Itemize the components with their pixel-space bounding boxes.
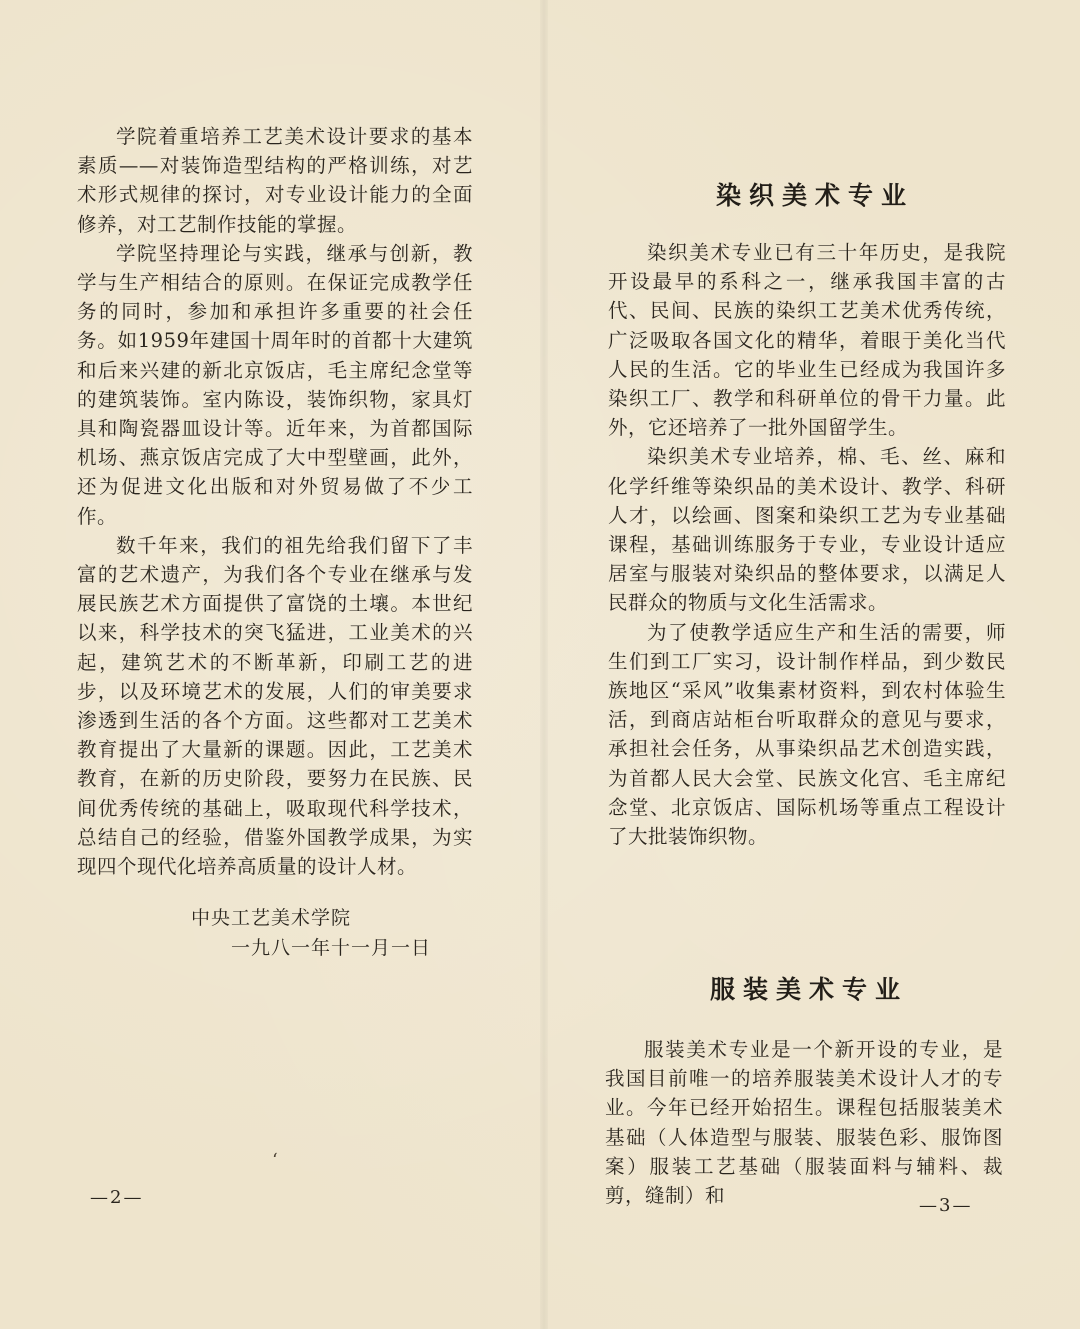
ink-speck-mark: ‘: [272, 1150, 278, 1171]
left-paragraph-3: 数千年来，我们的祖先给我们留下了丰富的艺术遗产，为我们各个专业在继承与发展民族艺术方面提供了富饶的土壤。本世纪以来，科学技术的突飞猛进，工业美术的兴起，建筑艺术的不断革新，印刷工艺的进步，以及环境艺术的发展，人们的审美要求渗透到生活的各个方面。这些都对工艺美术教育提出了大量新的课题。因此，工艺美术教育，在新的历史阶段，要努力在民族、民间优秀传统的基础上，吸取现代科学技术，总结自己的经验，借鉴外国教学成果，为实现四个现代化培养高质量的设计人材。: [77, 533, 473, 879]
left-page-number: —2—: [90, 1187, 144, 1208]
center-fold: [540, 0, 548, 1329]
signature-organization: 中央工艺美术学院: [191, 907, 352, 929]
left-paragraph-1: 学院着重培养工艺美术设计要求的基本素质——对装饰造型结构的严格训练，对艺术形式规律的探讨，对专业设计能力的全面修养，对工艺制作技能的掌握。: [77, 125, 473, 236]
section-title-fashion-art: 服装美术专业: [710, 975, 909, 1004]
fashion-paragraph-1: 服装美术专业是一个新开设的专业，是我国目前唯一的培养服装美术设计人才的专业。今年已经开始招生。课程包括服装美术基础（人体造型与服装、服装色彩、服饰图案）服装工艺基础（服装面料与辅料、裁剪，缝制）和: [605, 1038, 1003, 1208]
left-paragraph-2: 学院坚持理论与实践，继承与创新，教学与生产相结合的原则。在保证完成教学任务的同时，参加和承担许多重要的社会任务。如1959年建国十周年时的首都十大建筑和后来兴建的新北京饭店，毛主席纪念堂等的建筑装饰。室内陈设，装饰织物，家具灯具和陶瓷器皿设计等。近年来，为首都国际机场、燕京饭店完成了大中型壁画，此外，还为促进文化出版和对外贸易做了不少工作。: [77, 241, 473, 528]
fashion-section-body: [605, 1035, 1003, 1210]
textile-paragraph-1: 染织美术专业已有三十年历史，是我院开设最早的系科之一，继承我国丰富的古代、民间、民族的染织工艺美术优秀传统，广泛吸取各国文化的精华，着眼于美化当代人民的生活。它的毕业生已经成为我国许多染织工厂、教学和科研单位的骨干力量。此外，它还培养了一批外国留学生。: [608, 241, 1006, 440]
textile-paragraph-2: 染织美术专业培养，棉、毛、丝、麻和化学纤维等染织品的美术设计、教学、科研人才，以绘画、图案和染织工艺为专业基础课程，基础训练服务于专业，专业设计适应居室与服装对染织品的整体要求，以满足人民群众的物质与文化生活需求。: [608, 445, 1006, 615]
right-page-number: —3—: [919, 1195, 973, 1216]
section-title-textile-art: 染织美术专业: [716, 181, 915, 210]
left-body-text: [77, 122, 473, 881]
textile-section-body: [608, 238, 1006, 851]
textile-paragraph-3: 为了使教学适应生产和生活的需要，师生们到工厂实习，设计制作样品，到少数民族地区“采风”收集素材资料，到农村体验生活，到商店站柜台听取群众的意见与要求，承担社会任务，从事染织品艺术创造实践，为首都人民大会堂、民族文化宫、毛主席纪念堂、北京饭店、国际机场等重点工程设计了大批装饰织物。: [608, 620, 1006, 849]
signature-date: 一九八一年十一月一日: [231, 937, 432, 959]
right-page: [548, 0, 1080, 1329]
